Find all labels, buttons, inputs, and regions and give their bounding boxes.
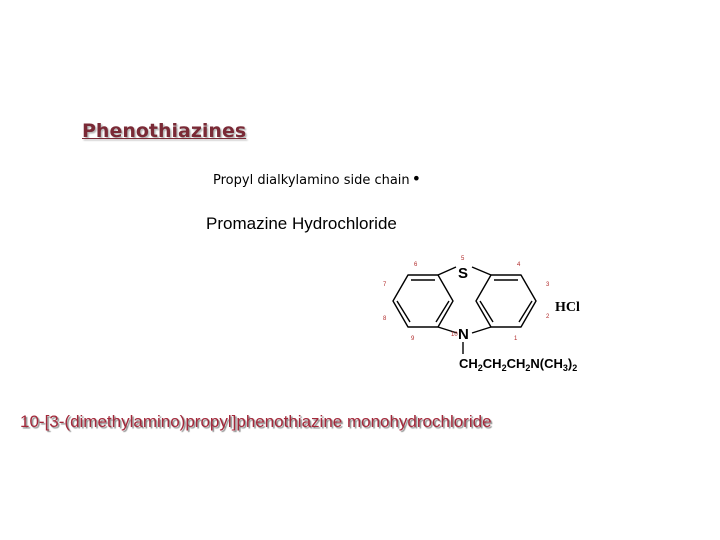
chain-subscript: 2 — [525, 363, 531, 373]
slide-heading: Phenothiazines — [82, 120, 247, 142]
bullet-text: Propyl dialkylamino side chain — [213, 173, 410, 188]
bond-c-s — [438, 267, 456, 275]
position-number-9: 9 — [411, 336, 415, 342]
position-number-3: 3 — [546, 282, 550, 288]
position-number-8: 8 — [383, 316, 387, 322]
chain-group: CH — [506, 356, 526, 371]
chain-group: ) — [567, 356, 573, 371]
position-number-7: 7 — [383, 282, 387, 288]
position-number-6: 6 — [414, 262, 418, 268]
chain-group: CH — [459, 356, 478, 371]
nitrogen-atom-label: N — [458, 326, 469, 343]
bullet-marker: • — [411, 169, 422, 188]
promazine-structure-diagram — [360, 250, 630, 380]
bond-n-c — [472, 327, 491, 333]
chain-subscript: 2 — [501, 363, 507, 373]
chain-subscript: 2 — [477, 363, 483, 373]
chain-group: N(CH — [530, 356, 563, 371]
sulfur-atom-label: S — [458, 265, 469, 282]
side-chain-formula — [459, 356, 577, 373]
chain-subscript: 3 — [562, 363, 568, 373]
position-number-10: 10 — [451, 332, 458, 338]
bullet-point — [213, 169, 421, 188]
chain-group: CH — [482, 356, 502, 371]
hcl-salt-label: HCl — [555, 300, 580, 315]
drug-name: Promazine Hydrochloride — [206, 214, 397, 233]
right-benzene-ring — [476, 275, 536, 327]
chain-subscript: 2 — [572, 363, 578, 373]
left-benzene-ring — [393, 275, 453, 327]
position-number-2: 2 — [546, 314, 550, 320]
position-number-5: 5 — [461, 256, 465, 262]
iupac-name: 10-[3-(dimethylamino)propyl]phenothiazine monohydrochloride — [20, 412, 492, 431]
position-number-1: 1 — [514, 336, 518, 342]
position-number-4: 4 — [517, 262, 521, 268]
bond-s-c — [472, 267, 491, 275]
